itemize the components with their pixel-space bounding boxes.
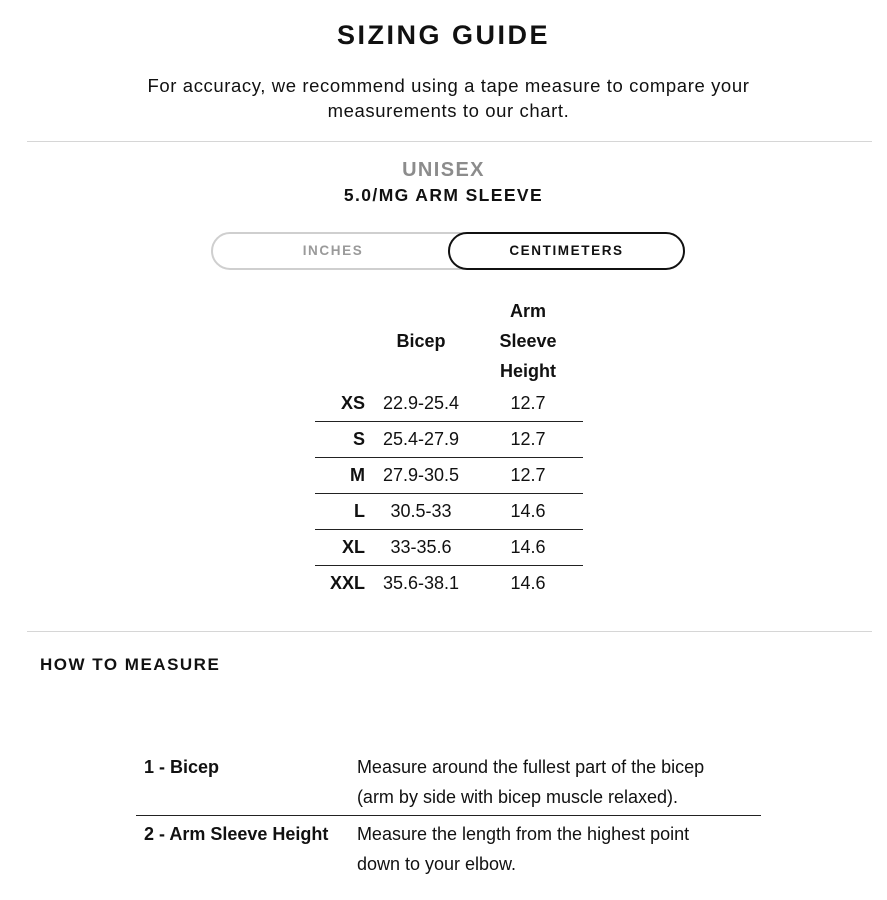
size-label: M: [315, 458, 369, 494]
bicep-value: 22.9-25.4: [382, 393, 460, 413]
how-to-measure-heading: HOW TO MEASURE: [40, 655, 221, 674]
height-header-line: Sleeve: [499, 331, 557, 351]
size-row: [315, 458, 583, 494]
size-label: XXL: [315, 566, 369, 602]
measure-step-name: 2 - Arm Sleeve Height: [136, 816, 349, 880]
size-label: S: [315, 422, 369, 458]
bicep-column-header: [369, 296, 473, 386]
height-header-line: Height: [500, 361, 556, 381]
measure-step-name: 1 - Bicep: [144, 757, 220, 777]
size-label: XS: [340, 393, 365, 413]
size-chart-table: [315, 296, 583, 601]
measure-step-row: [136, 752, 761, 816]
height-value: 12.7: [473, 458, 583, 494]
bicep-value: 27.9-30.5: [369, 458, 473, 494]
height-value: 14.6: [473, 566, 583, 602]
bicep-value: 35.6-38.1: [369, 566, 473, 602]
height-value: 14.6: [473, 494, 583, 530]
unit-toggle: [211, 232, 685, 270]
size-label: XL: [315, 530, 369, 566]
height-value: 12.7: [473, 422, 583, 458]
product-category: UNISEX: [402, 159, 485, 181]
measure-step-row: [136, 816, 761, 880]
divider-top: [27, 141, 872, 142]
divider-bottom: [27, 631, 872, 632]
centimeters-label: CENTIMETERS: [509, 243, 624, 258]
size-row: [315, 530, 583, 566]
height-header-line: Arm: [509, 301, 546, 321]
size-row: [315, 386, 583, 422]
height-column-header: [473, 296, 583, 386]
measure-step-line: Measure the length from the highest point: [356, 824, 690, 844]
height-value: 14.6: [473, 530, 583, 566]
inches-label: INCHES: [302, 243, 364, 258]
intro-text: For accuracy, we recommend using a tape measure to compare your measurements to our chart.: [147, 75, 750, 121]
how-to-measure-table: [136, 752, 761, 879]
page-title: SIZING GUIDE: [336, 20, 550, 50]
bicep-header-label: Bicep: [396, 331, 446, 351]
product-name: 5.0/MG ARM SLEEVE: [343, 185, 544, 205]
measure-step-line: Measure around the fullest part of the bicep: [356, 757, 705, 777]
measure-step-line: (arm by side with bicep muscle relaxed).: [356, 787, 679, 807]
bicep-value: 33-35.6: [369, 530, 473, 566]
height-value: 12.7: [510, 393, 546, 413]
size-label: L: [315, 494, 369, 530]
size-row: [315, 566, 583, 602]
size-column-header: [315, 296, 369, 386]
measure-step-line: down to your elbow.: [356, 854, 517, 874]
bicep-value: 25.4-27.9: [369, 422, 473, 458]
centimeters-toggle-button[interactable]: [448, 232, 685, 270]
size-row: [315, 494, 583, 530]
measure-step-description: [349, 816, 761, 880]
size-row: [315, 422, 583, 458]
measure-step-description: [349, 752, 761, 816]
size-chart-header-row: [315, 296, 583, 386]
bicep-value: 30.5-33: [369, 494, 473, 530]
